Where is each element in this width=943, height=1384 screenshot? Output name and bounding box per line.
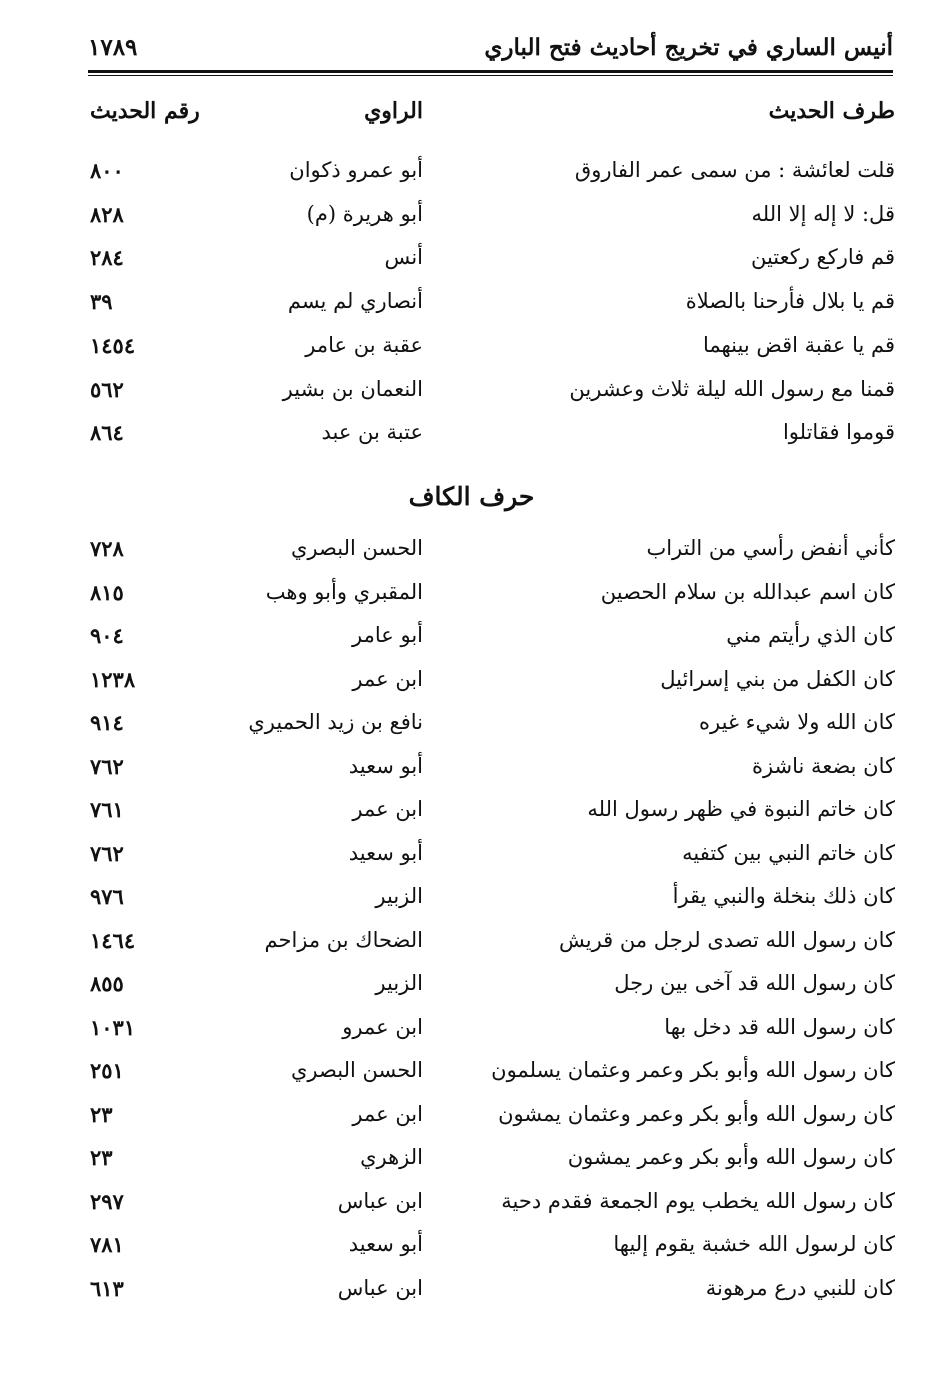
table-row: [0, 667, 943, 707]
narrator: ابن عمر: [352, 666, 423, 691]
hadith-excerpt: كان رسول الله وأبو بكر وعمر يمشون: [567, 1145, 895, 1169]
narrator: أنصاري لم يسم: [287, 289, 423, 314]
hadith-excerpt: كان للنبي درع مرهونة: [705, 1275, 895, 1300]
column-header-raqm: رقم الحديث: [90, 98, 200, 124]
table-row: [0, 841, 943, 881]
narrator: نافع بن زيد الحميري: [248, 710, 423, 734]
table-row: [0, 971, 943, 1011]
column-header-rawi: الراوي: [364, 98, 423, 124]
narrator: النعمان بن بشير: [282, 376, 423, 401]
hadith-number: ٩١٤: [90, 710, 124, 735]
hadith-excerpt: كان خاتم النبي بين كتفيه: [682, 840, 895, 865]
table-row: [0, 333, 943, 373]
narrator: الزهري: [360, 1145, 423, 1169]
hadith-excerpt: كان الكفل من بني إسرائيل: [660, 666, 895, 691]
hadith-excerpt: كان خاتم النبوة في ظهر رسول الله: [587, 797, 895, 821]
table-row: [0, 536, 943, 576]
hadith-excerpt: قل: لا إله إلا الله: [751, 201, 895, 226]
table-row: [0, 202, 943, 242]
narrator: أبو عمرو ذكوان: [289, 158, 423, 182]
header-rule-thin: [88, 75, 893, 76]
hadith-excerpt: كان رسول الله وأبو بكر وعمر وعثمان يسلمون: [491, 1058, 895, 1082]
table-row: [0, 1058, 943, 1098]
narrator: أبو سعيد: [348, 1232, 423, 1256]
narrator: أبو سعيد: [348, 753, 423, 778]
table-row: [0, 928, 943, 968]
narrator: عقبة بن عامر: [305, 332, 423, 357]
column-header-tarf: طرف الحديث: [768, 98, 895, 124]
running-header: [88, 30, 893, 70]
table-row: [0, 1015, 943, 1055]
narrator: المقبري وأبو وهب: [265, 579, 423, 604]
hadith-number: ٧٦١: [90, 797, 124, 822]
table-row: [0, 623, 943, 663]
table-row: [0, 754, 943, 794]
hadith-number: ١٢٣٨: [90, 666, 136, 692]
table-row: [0, 420, 943, 460]
hadith-number: ٦١٣: [90, 1275, 124, 1301]
table-row: [0, 158, 943, 198]
narrator: ابن عمرو: [342, 1014, 423, 1039]
narrator: الزبير: [375, 884, 423, 908]
table-row: [0, 797, 943, 837]
narrator: الزبير: [375, 971, 423, 995]
hadith-number: ٢٣: [90, 1145, 113, 1170]
hadith-number: ٣٩: [90, 289, 113, 315]
hadith-excerpt: كان الذي رأيتم مني: [726, 623, 895, 647]
hadith-excerpt: كان رسول الله تصدى لرجل من قريش: [558, 927, 895, 952]
hadith-number: ٢٩٧: [90, 1188, 124, 1214]
hadith-excerpt: قم فاركع ركعتين: [750, 245, 895, 270]
hadith-excerpt: قم يا بلال فأرحنا بالصلاة: [685, 289, 895, 314]
hadith-number: ٨٢٨: [90, 201, 124, 227]
hadith-number: ١٤٦٤: [90, 927, 136, 953]
hadith-excerpt: كان رسول الله قد دخل بها: [664, 1014, 895, 1039]
table-row: [0, 289, 943, 329]
hadith-excerpt: قلت لعائشة : من سمى عمر الفاروق: [574, 158, 895, 182]
hadith-number: ٨٦٤: [90, 420, 124, 446]
hadith-excerpt: كان رسول الله وأبو بكر وعمر وعثمان يمشون: [498, 1101, 895, 1126]
narrator: أنس: [384, 245, 423, 270]
hadith-excerpt: كان الله ولا شيء غيره: [699, 710, 895, 734]
hadith-excerpt: كان اسم عبدالله بن سلام الحصين: [600, 579, 895, 604]
book-title: أنيس الساري في تخريج أحاديث فتح الباري: [484, 34, 893, 61]
hadith-number: ٨٠٠: [90, 158, 124, 183]
hadith-number: ٢٨٤: [90, 245, 124, 271]
table-row: [0, 245, 943, 285]
hadith-number: ١٤٥٤: [90, 332, 136, 358]
hadith-number: ٨٥٥: [90, 971, 124, 996]
hadith-number: ٧٦٢: [90, 840, 124, 866]
hadith-number: ٧٨١: [90, 1232, 124, 1257]
narrator: ابن عباس: [337, 1275, 423, 1300]
narrator: ابن عمر: [352, 797, 423, 821]
narrator: ابن عمر: [352, 1101, 423, 1126]
section-heading-kaf: حرف الكاف: [408, 482, 535, 511]
narrator: عتبة بن عبد: [321, 420, 423, 445]
narrator: الحسن البصري: [291, 1058, 423, 1082]
narrator: أبو عامر: [352, 623, 423, 647]
hadith-excerpt: كان ذلك بنخلة والنبي يقرأ: [672, 884, 895, 908]
table-row: [0, 1276, 943, 1316]
column-header-row: [0, 98, 943, 138]
hadith-excerpt: كأني أنفض رأسي من التراب: [646, 536, 895, 560]
hadith-number: ٧٦٢: [90, 753, 124, 779]
narrator: الضحاك بن مزاحم: [264, 927, 423, 952]
hadith-number: ٥٦٢: [90, 376, 124, 402]
narrator: الحسن البصري: [291, 536, 423, 560]
narrator: أبو سعيد: [348, 840, 423, 865]
table-row: [0, 1102, 943, 1142]
hadith-number: ٩٠٤: [90, 623, 124, 648]
page-number: ١٧٨٩: [88, 34, 138, 61]
narrator: أبو هريرة (م): [306, 201, 423, 226]
hadith-excerpt: قمنا مع رسول الله ليلة ثلاث وعشرين: [569, 376, 895, 401]
table-row: [0, 884, 943, 924]
hadith-number: ١٠٣١: [90, 1014, 136, 1040]
table-row: [0, 377, 943, 417]
hadith-excerpt: كان رسول الله قد آخى بين رجل: [614, 971, 895, 995]
hadith-number: ٩٧٦: [90, 884, 124, 909]
header-rule-thick: [88, 70, 893, 73]
table-row: [0, 710, 943, 750]
hadith-number: ٧٢٨: [90, 536, 124, 561]
hadith-excerpt: قوموا فقاتلوا: [782, 420, 895, 445]
table-row: [0, 1189, 943, 1229]
table-row: [0, 1232, 943, 1272]
hadith-number: ٢٣: [90, 1101, 113, 1127]
hadith-excerpt: قم يا عقبة اقض بينهما: [702, 332, 895, 357]
hadith-excerpt: كان لرسول الله خشبة يقوم إليها: [613, 1232, 895, 1256]
table-row: [0, 580, 943, 620]
hadith-number: ٢٥١: [90, 1058, 124, 1083]
hadith-excerpt: كان رسول الله يخطب يوم الجمعة فقدم دحية: [501, 1188, 895, 1213]
hadith-excerpt: كان بضعة ناشزة: [751, 753, 895, 778]
narrator: ابن عباس: [337, 1188, 423, 1213]
table-row: [0, 1145, 943, 1185]
hadith-number: ٨١٥: [90, 579, 124, 605]
